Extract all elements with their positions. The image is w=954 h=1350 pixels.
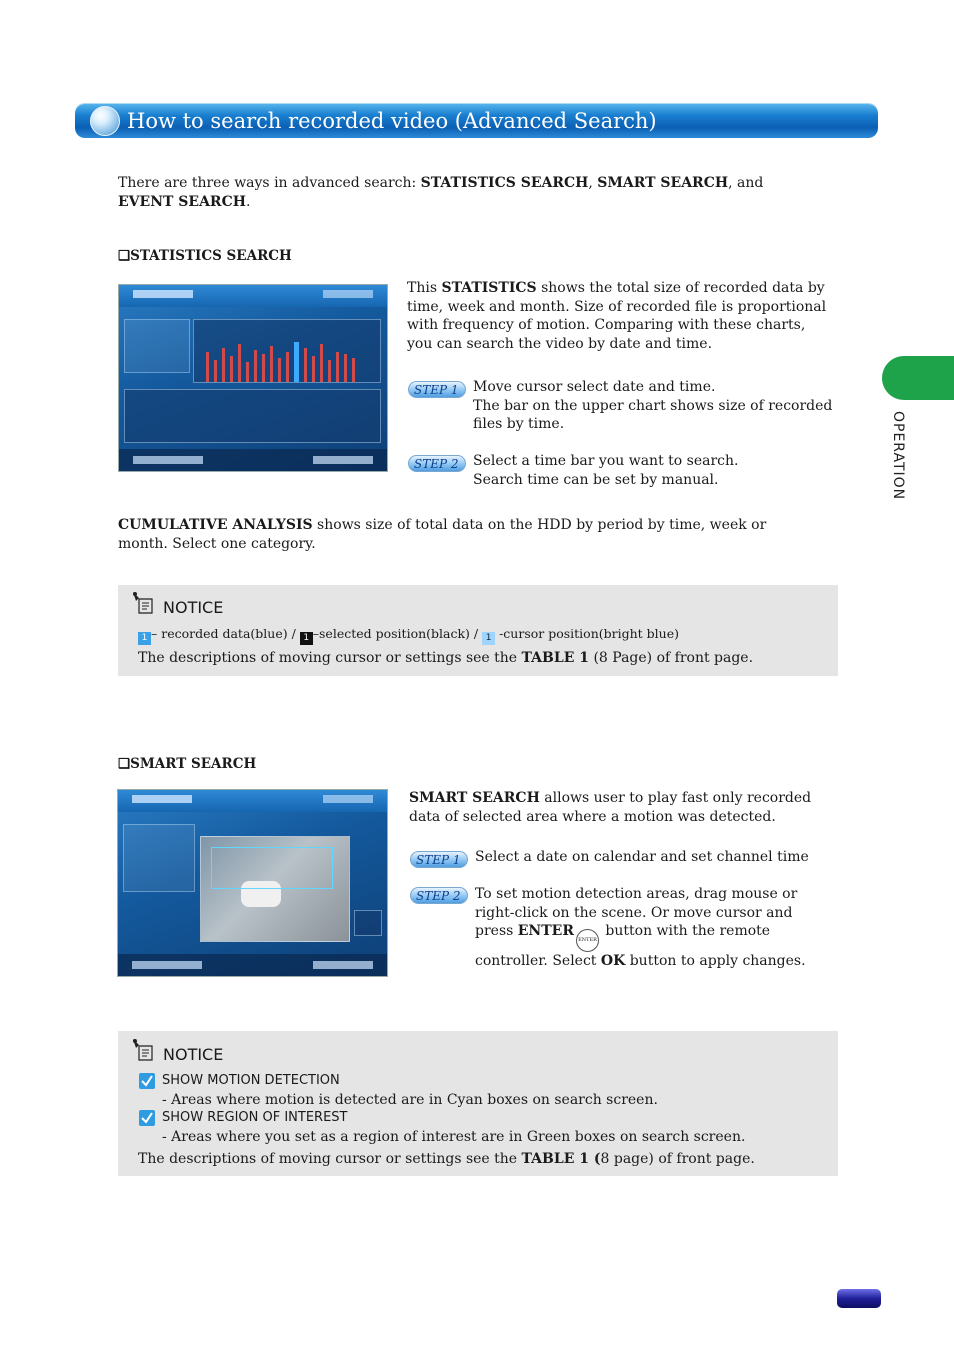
notice-title: NOTICE <box>163 598 224 617</box>
intro-text: , <box>588 175 598 191</box>
legend-text: -cursor position(bright blue) <box>495 626 679 641</box>
intro-text: , and <box>728 175 764 191</box>
legend-chip-cursor: 1 <box>482 632 495 645</box>
smart-term: SMART SEARCH <box>409 790 540 806</box>
enter-button-icon: ENTER <box>576 929 599 952</box>
intro-text: . <box>245 193 251 210</box>
statistics-heading: ❑STATISTICS SEARCH <box>118 248 292 264</box>
cumulative-paragraph <box>118 516 818 553</box>
enter-term: ENTER <box>517 923 574 939</box>
notice-title: NOTICE <box>163 1045 224 1064</box>
motion-detection-label: SHOW MOTION DETECTION <box>162 1073 340 1088</box>
region-of-interest-label: SHOW REGION OF INTEREST <box>162 1110 348 1125</box>
cumulative-term: CUMULATIVE ANALYSIS <box>118 517 313 533</box>
page-number-tab <box>837 1289 881 1308</box>
statistics-desc-text: shows the total size of recorded data by time, week and month. Size of recorded file is proportional with frequency of motion. Comparing with these charts, you can search the video by date and time. <box>407 280 827 352</box>
region-of-interest-desc: - Areas where you set as a region of interest are in Green boxes on search screen. <box>162 1129 746 1145</box>
notice-text: 8 page) of front page. <box>600 1151 755 1167</box>
smart-step2-part: To set motion detection areas, drag mouse or right-click on the scene. Or move cursor and press <box>475 886 798 939</box>
notice-text: (8 Page) of front page. <box>589 650 754 666</box>
section-tab <box>882 356 954 400</box>
legend-chip-selected: 1 <box>300 632 313 645</box>
intro-statistics-term: STATISTICS SEARCH <box>420 175 589 191</box>
checkbox-roi-icon <box>139 1110 155 1126</box>
statistics-desc-text: This <box>407 280 442 296</box>
notice-table-term: TABLE 1 <box>521 650 590 666</box>
notice-text: The descriptions of moving cursor or settings see the <box>138 650 522 666</box>
statistics-step2-badge: STEP 2 <box>408 455 466 472</box>
section-tab-label: OPERATION <box>890 411 906 501</box>
intro-paragraph <box>118 174 808 211</box>
legend-chip-recorded: 1 <box>138 632 151 645</box>
notice-text: The descriptions of moving cursor or settings see the <box>138 1151 522 1167</box>
smart-step2-part: button with the remote controller. Select <box>475 923 771 969</box>
title-orb-icon <box>90 106 120 136</box>
legend-text: – recorded data(blue) / <box>151 626 300 641</box>
smart-step2-part: button to apply changes. <box>625 953 806 969</box>
intro-smart-term: SMART SEARCH <box>597 175 729 191</box>
notice-table-term: TABLE 1 ( <box>521 1151 601 1167</box>
smart-heading: ❑SMART SEARCH <box>118 756 257 772</box>
smart-step1-text: Select a date on calendar and set channel time <box>475 849 809 865</box>
smart-search-screenshot <box>117 789 388 977</box>
notice-icon <box>130 1037 154 1061</box>
cumulative-text: shows size of total data on the HDD by period by time, week or month. Select one category. <box>118 517 767 552</box>
legend-text: –selected position(black) / <box>312 626 483 641</box>
statistics-screenshot <box>118 284 388 472</box>
smart-step1-badge: STEP 1 <box>410 851 468 868</box>
intro-event-term: EVENT SEARCH <box>118 193 246 210</box>
notice-icon <box>130 590 154 614</box>
ok-term: OK <box>600 953 626 969</box>
statistics-step1-badge: STEP 1 <box>408 381 466 398</box>
statistics-step1-text: Move cursor select date and time. The bar on the upper chart shows size of recorded files by time. <box>473 379 833 432</box>
smart-description <box>409 789 829 826</box>
statistics-description <box>407 279 831 353</box>
statistics-term: STATISTICS <box>441 280 537 296</box>
intro-text: There are three ways in advanced search: <box>118 175 421 191</box>
notice-legend <box>138 625 828 645</box>
statistics-step2-text: Select a time bar you want to search. Search time can be set by manual. <box>473 453 739 488</box>
notice-table-reference <box>138 649 828 668</box>
checkbox-motion-icon <box>139 1073 155 1089</box>
smart-step2-badge: STEP 2 <box>410 887 468 904</box>
motion-detection-desc: - Areas where motion is detected are in Cyan boxes on search screen. <box>162 1092 658 1108</box>
notice-table-reference <box>138 1150 828 1169</box>
smart-step2-text <box>475 885 815 971</box>
page-title: How to search recorded video (Advanced Search) <box>127 109 657 133</box>
smart-desc-text: allows user to play fast only recorded data of selected area where a motion was detected. <box>409 790 812 825</box>
